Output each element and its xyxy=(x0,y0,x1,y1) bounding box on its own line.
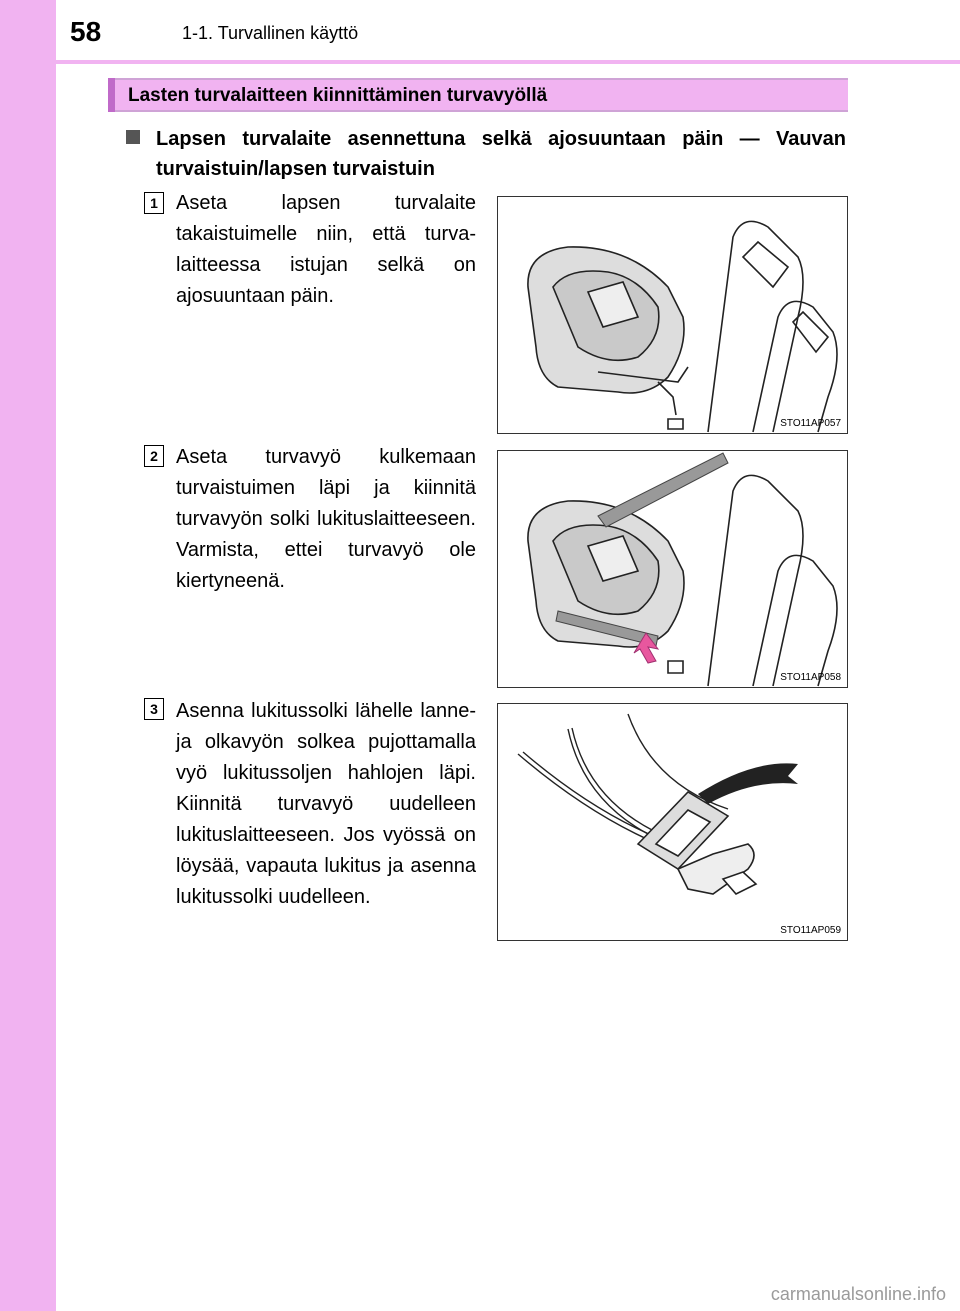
left-sidebar xyxy=(0,0,56,1311)
child-seat-rear-facing-illustration xyxy=(498,197,848,434)
locking-clip-illustration xyxy=(498,704,848,941)
step-3-number: 3 xyxy=(144,698,164,720)
step-1-number: 1 xyxy=(144,192,164,214)
figure-1-id: STO11AP057 xyxy=(780,418,841,429)
step-2-number: 2 xyxy=(144,445,164,467)
watermark: carmanualsonline.info xyxy=(770,1284,946,1304)
box-title: Lasten turvalaitteen kiinnittäminen turvavyöllä xyxy=(128,85,548,106)
figure-3-id: STO11AP059 xyxy=(780,925,841,936)
seat-belt-routing-illustration xyxy=(498,451,848,688)
figure-2 xyxy=(497,450,848,688)
section-title: 1-1. Turvallinen käyttö xyxy=(182,23,359,43)
figure-1 xyxy=(497,196,848,434)
step-2-text: Aseta turvavyö kulkemaan turvaistuimen läpi ja kiinnitä turvavyön solki lukituslaitteeseen. Varmista, ettei turvavyö ole kiertyneenä. xyxy=(176,446,476,592)
subheading: Lapsen turvalaite asennettuna selkä ajosuuntaan päin — Vauvan turvaistuin/lapsen turvaistuin xyxy=(156,128,846,180)
header-rule xyxy=(56,60,960,64)
step-3-text: Asenna lukitussolki lähelle lanne- ja olkavyön solkea pujottamalla vyö lukitussoljen hahlojen läpi. Kiinnitä turvavyö uudelleen lukituslaitteeseen. Jos vyössä on löysää, vapauta lukitus ja asenna lukitussolki uudelleen. xyxy=(176,700,476,908)
page-number: 58 xyxy=(70,16,102,47)
step-1-text: Aseta lapsen turvalaite takaistuimelle niin, että turvalaitteessa istujan selkä on ajosuuntaan päin. xyxy=(176,192,476,307)
title-accent xyxy=(108,78,115,112)
square-bullet-icon xyxy=(126,130,140,144)
figure-2-id: STO11AP058 xyxy=(780,672,841,683)
figure-3 xyxy=(497,703,848,941)
